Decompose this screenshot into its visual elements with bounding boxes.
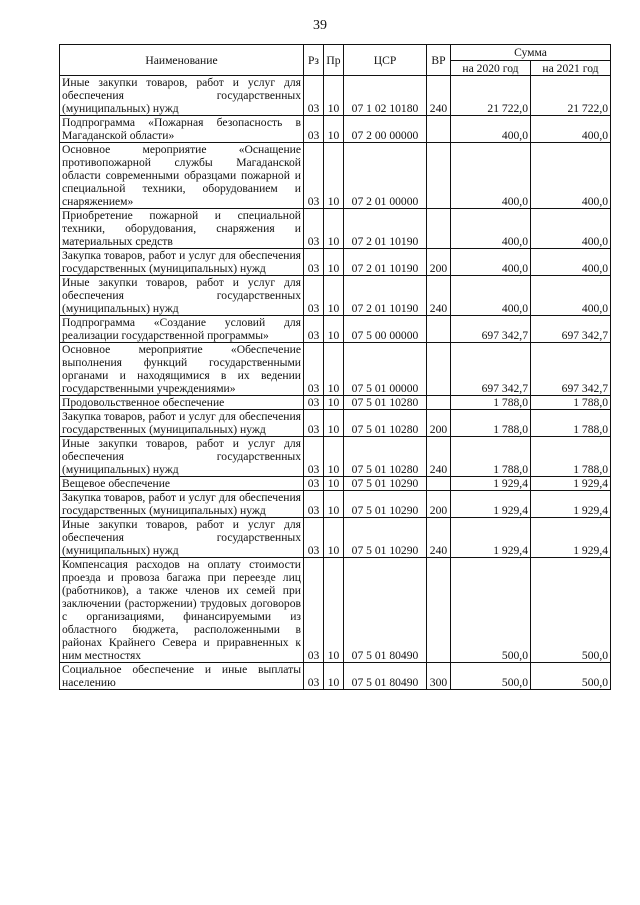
row-name: Закупка товаров, работ и услуг для обеспечения государственных (муниципальных) нужд (60, 491, 304, 518)
row-csr: 07 5 01 80490 (344, 558, 427, 663)
row-name: Компенсация расходов на оплату стоимости проезда и провоза багажа при переезде лиц (работников), а также членов их семей при заключении (расторжении) трудовых договоров с организациями, финансируемыми из областного бюджета, расположенными в районах Крайнего Севера и приравненных к ним местностях (60, 558, 304, 663)
row-vr (427, 477, 451, 491)
row-csr: 07 5 01 00000 (344, 343, 427, 396)
row-sum-2020: 500,0 (451, 558, 531, 663)
table-body (60, 76, 611, 690)
row-csr: 07 2 01 10190 (344, 249, 427, 276)
row-sum-2021: 1 929,4 (531, 518, 611, 558)
row-csr: 07 2 01 10190 (344, 209, 427, 249)
row-csr: 07 5 01 10280 (344, 410, 427, 437)
table-row (60, 491, 611, 518)
row-rz: 03 (304, 518, 324, 558)
row-sum-2020: 400,0 (451, 116, 531, 143)
row-name: Приобретение пожарной и специальной техники, оборудования, снаряжения и материальных средств (60, 209, 304, 249)
table-row (60, 410, 611, 437)
row-sum-2021: 400,0 (531, 276, 611, 316)
row-csr: 07 1 02 10180 (344, 76, 427, 116)
header-rz: Рз (304, 45, 324, 76)
row-sum-2020: 400,0 (451, 276, 531, 316)
header-year-2021: на 2021 год (531, 61, 611, 76)
row-pr: 10 (324, 663, 344, 690)
table-row (60, 343, 611, 396)
row-vr (427, 316, 451, 343)
row-csr: 07 5 01 10290 (344, 491, 427, 518)
row-csr: 07 5 00 00000 (344, 316, 427, 343)
row-sum-2021: 21 722,0 (531, 76, 611, 116)
table-row (60, 143, 611, 209)
row-vr (427, 396, 451, 410)
row-rz: 03 (304, 143, 324, 209)
row-name: Подпрограмма «Создание условий для реализации государственной программы» (60, 316, 304, 343)
header-pr: Пр (324, 45, 344, 76)
row-sum-2020: 1 788,0 (451, 410, 531, 437)
row-sum-2021: 1 788,0 (531, 396, 611, 410)
row-vr: 300 (427, 663, 451, 690)
header-sum: Сумма (451, 45, 611, 61)
row-csr: 07 2 01 10190 (344, 276, 427, 316)
row-sum-2021: 1 788,0 (531, 437, 611, 477)
table-row (60, 396, 611, 410)
row-name: Вещевое обеспечение (60, 477, 304, 491)
row-rz: 03 (304, 410, 324, 437)
row-vr: 240 (427, 76, 451, 116)
row-rz: 03 (304, 116, 324, 143)
row-csr: 07 5 01 80490 (344, 663, 427, 690)
row-sum-2020: 500,0 (451, 663, 531, 690)
row-sum-2021: 1 929,4 (531, 477, 611, 491)
row-pr: 10 (324, 396, 344, 410)
table-row (60, 477, 611, 491)
row-rz: 03 (304, 396, 324, 410)
row-pr: 10 (324, 316, 344, 343)
row-name: Подпрограмма «Пожарная безопасность в Магаданской области» (60, 116, 304, 143)
row-rz: 03 (304, 76, 324, 116)
row-rz: 03 (304, 437, 324, 477)
row-pr: 10 (324, 276, 344, 316)
row-rz: 03 (304, 491, 324, 518)
row-name: Иные закупки товаров, работ и услуг для обеспечения государственных (муниципальных) нужд (60, 437, 304, 477)
row-sum-2020: 1 929,4 (451, 477, 531, 491)
row-vr: 240 (427, 518, 451, 558)
table-row (60, 249, 611, 276)
row-csr: 07 5 01 10280 (344, 396, 427, 410)
row-rz: 03 (304, 276, 324, 316)
table-row (60, 558, 611, 663)
table-row (60, 437, 611, 477)
row-rz: 03 (304, 249, 324, 276)
row-vr: 200 (427, 410, 451, 437)
row-rz: 03 (304, 343, 324, 396)
row-pr: 10 (324, 410, 344, 437)
row-sum-2020: 1 929,4 (451, 518, 531, 558)
row-pr: 10 (324, 76, 344, 116)
row-sum-2021: 400,0 (531, 209, 611, 249)
table-row (60, 209, 611, 249)
row-vr (427, 558, 451, 663)
header-name: Наименование (60, 45, 304, 76)
row-csr: 07 2 01 00000 (344, 143, 427, 209)
row-pr: 10 (324, 209, 344, 249)
row-name: Основное мероприятие «Оснащение противопожарной службы Магаданской области современными образцами пожарной и специальной техники, оборудованием и снаряжением» (60, 143, 304, 209)
row-name: Социальное обеспечение и иные выплаты населению (60, 663, 304, 690)
row-csr: 07 5 01 10290 (344, 518, 427, 558)
row-sum-2021: 400,0 (531, 116, 611, 143)
row-name: Закупка товаров, работ и услуг для обеспечения государственных (муниципальных) нужд (60, 410, 304, 437)
page-number: 39 (313, 18, 327, 33)
row-vr (427, 343, 451, 396)
row-sum-2021: 697 342,7 (531, 343, 611, 396)
header-vr: ВР (427, 45, 451, 76)
row-pr: 10 (324, 491, 344, 518)
row-pr: 10 (324, 437, 344, 477)
row-sum-2020: 400,0 (451, 249, 531, 276)
row-sum-2021: 500,0 (531, 663, 611, 690)
row-sum-2020: 1 788,0 (451, 437, 531, 477)
row-sum-2021: 500,0 (531, 558, 611, 663)
row-sum-2020: 697 342,7 (451, 343, 531, 396)
row-vr: 240 (427, 437, 451, 477)
row-sum-2020: 400,0 (451, 209, 531, 249)
row-sum-2021: 400,0 (531, 249, 611, 276)
row-pr: 10 (324, 518, 344, 558)
row-name: Основное мероприятие «Обеспечение выполнения функций государственными органами и находящимися в их ведении государственными учреждениями» (60, 343, 304, 396)
row-vr: 200 (427, 249, 451, 276)
row-csr: 07 5 01 10280 (344, 437, 427, 477)
row-sum-2020: 1 788,0 (451, 396, 531, 410)
row-sum-2021: 400,0 (531, 143, 611, 209)
row-rz: 03 (304, 558, 324, 663)
row-vr (427, 143, 451, 209)
row-sum-2021: 697 342,7 (531, 316, 611, 343)
row-rz: 03 (304, 209, 324, 249)
row-sum-2020: 1 929,4 (451, 491, 531, 518)
row-vr (427, 116, 451, 143)
row-pr: 10 (324, 143, 344, 209)
table-row (60, 316, 611, 343)
table-row (60, 518, 611, 558)
row-rz: 03 (304, 663, 324, 690)
row-pr: 10 (324, 249, 344, 276)
header-year-2020: на 2020 год (451, 61, 531, 76)
row-rz: 03 (304, 477, 324, 491)
row-sum-2021: 1 788,0 (531, 410, 611, 437)
row-pr: 10 (324, 477, 344, 491)
budget-table (59, 44, 611, 690)
row-pr: 10 (324, 116, 344, 143)
row-sum-2020: 21 722,0 (451, 76, 531, 116)
row-csr: 07 2 00 00000 (344, 116, 427, 143)
table-row (60, 76, 611, 116)
row-sum-2020: 697 342,7 (451, 316, 531, 343)
row-name: Иные закупки товаров, работ и услуг для обеспечения государственных (муниципальных) нужд (60, 518, 304, 558)
row-vr: 240 (427, 276, 451, 316)
row-name: Продовольственное обеспечение (60, 396, 304, 410)
row-name: Иные закупки товаров, работ и услуг для обеспечения государственных (муниципальных) нужд (60, 276, 304, 316)
table-row (60, 663, 611, 690)
table-row (60, 276, 611, 316)
row-csr: 07 5 01 10290 (344, 477, 427, 491)
row-vr (427, 209, 451, 249)
row-vr: 200 (427, 491, 451, 518)
header-csr: ЦСР (344, 45, 427, 76)
row-name: Закупка товаров, работ и услуг для обеспечения государственных (муниципальных) нужд (60, 249, 304, 276)
table-header (60, 45, 611, 76)
row-rz: 03 (304, 316, 324, 343)
table-row (60, 116, 611, 143)
row-pr: 10 (324, 343, 344, 396)
row-sum-2021: 1 929,4 (531, 491, 611, 518)
row-sum-2020: 400,0 (451, 143, 531, 209)
row-pr: 10 (324, 558, 344, 663)
row-name: Иные закупки товаров, работ и услуг для обеспечения государственных (муниципальных) нужд (60, 76, 304, 116)
